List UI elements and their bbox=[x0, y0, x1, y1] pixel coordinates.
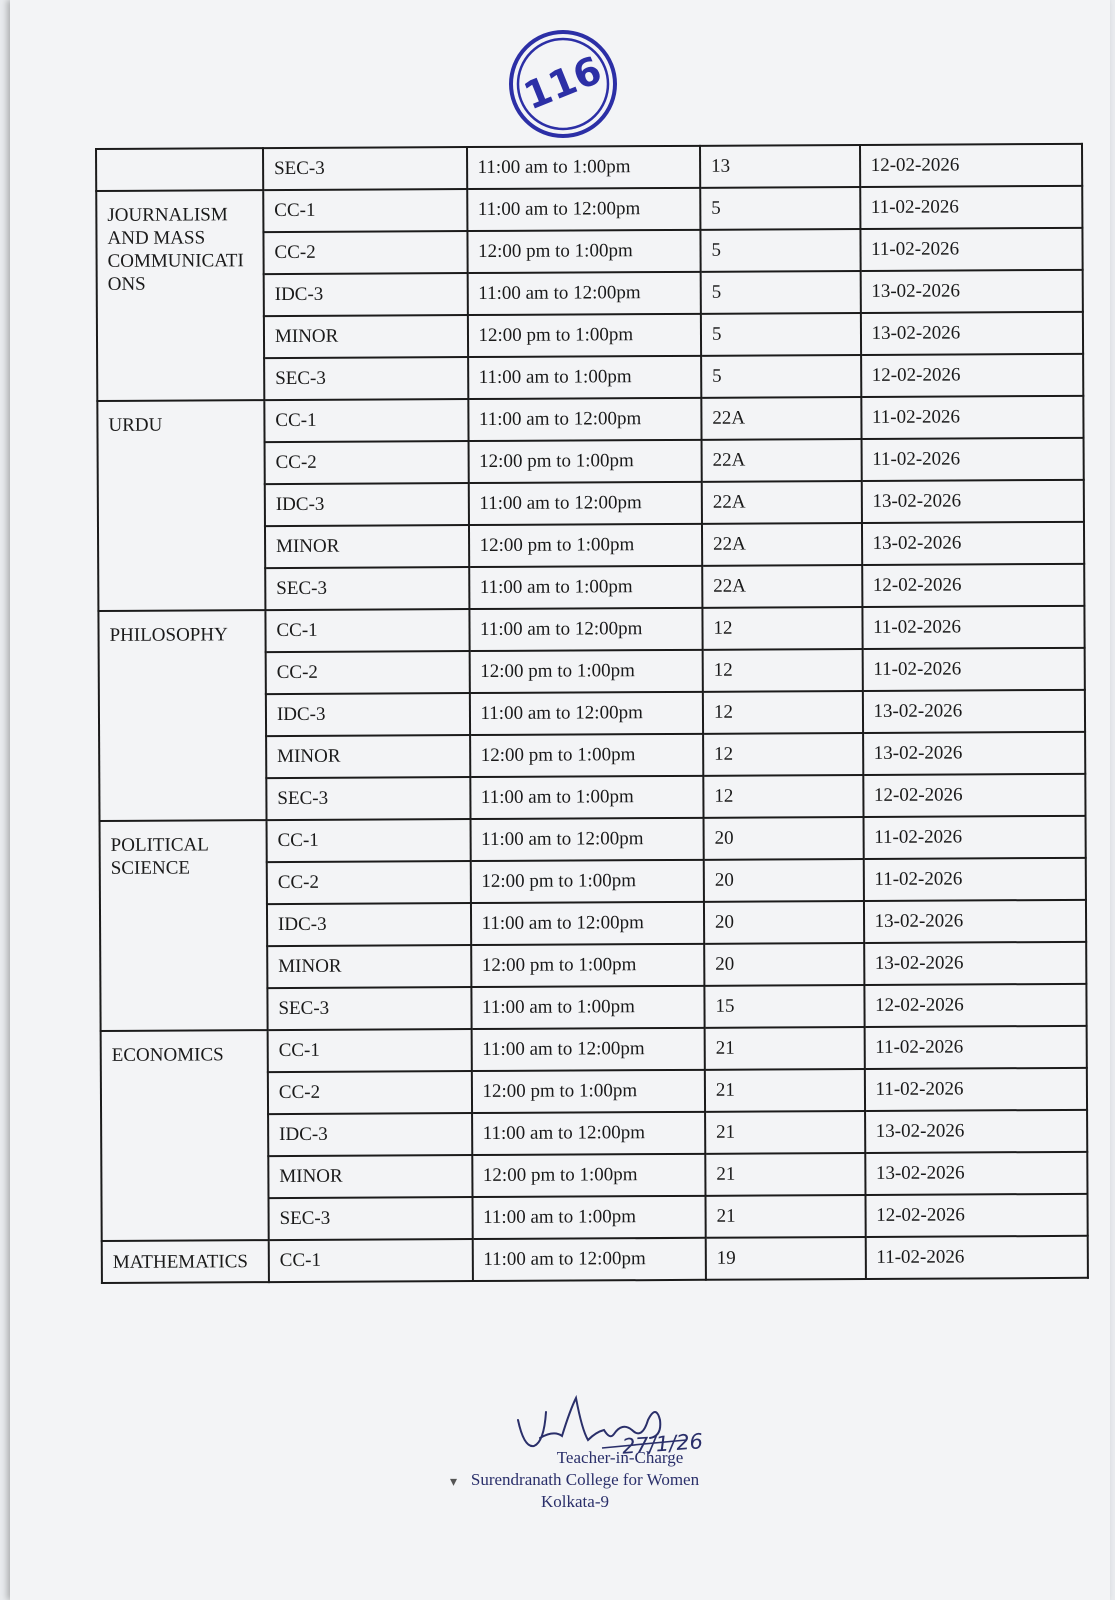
date-cell: 13-02-2026 bbox=[863, 732, 1086, 775]
date-cell: 13-02-2026 bbox=[865, 1152, 1088, 1195]
room-cell: 12 bbox=[702, 607, 862, 650]
institution-location: Kolkata-9 bbox=[541, 1492, 609, 1511]
paper-cell: CC-2 bbox=[268, 1071, 472, 1114]
ink-mark: ▾ bbox=[450, 1475, 458, 1490]
time-cell: 11:00 am to 1:00pm bbox=[469, 566, 703, 609]
time-cell: 11:00 am to 12:00pm bbox=[472, 1238, 706, 1281]
room-cell: 19 bbox=[706, 1237, 866, 1280]
date-cell: 13-02-2026 bbox=[864, 942, 1087, 985]
room-cell: 20 bbox=[704, 901, 864, 944]
date-cell: 11-02-2026 bbox=[863, 858, 1086, 901]
date-cell: 13-02-2026 bbox=[860, 312, 1083, 355]
stamp-number: 116 bbox=[517, 47, 608, 119]
date-cell: 12-02-2026 bbox=[861, 354, 1084, 397]
paper-cell: MINOR bbox=[267, 945, 471, 988]
room-cell: 12 bbox=[703, 733, 863, 776]
room-cell: 22A bbox=[702, 523, 862, 566]
date-cell: 13-02-2026 bbox=[865, 1110, 1088, 1153]
paper-cell: CC-2 bbox=[266, 651, 470, 694]
institution-name: Surendranath College for Women bbox=[470, 1470, 700, 1489]
time-cell: 11:00 am to 12:00pm bbox=[467, 188, 701, 231]
paper-cell: IDC-3 bbox=[265, 483, 469, 526]
department-cell bbox=[96, 148, 263, 191]
paper-cell: CC-2 bbox=[267, 861, 471, 904]
table-row bbox=[101, 1026, 1087, 1073]
date-cell: 13-02-2026 bbox=[862, 690, 1085, 733]
department-cell: URDU bbox=[97, 400, 265, 611]
exam-schedule-table bbox=[95, 143, 1089, 1284]
paper-cell: IDC-3 bbox=[264, 273, 468, 316]
time-cell: 11:00 am to 1:00pm bbox=[468, 356, 702, 399]
paper-cell: CC-1 bbox=[269, 1239, 473, 1282]
table-row bbox=[102, 1236, 1088, 1283]
time-cell: 11:00 am to 12:00pm bbox=[470, 818, 704, 861]
date-cell: 11-02-2026 bbox=[864, 1068, 1087, 1111]
room-cell: 5 bbox=[701, 313, 861, 356]
date-cell: 11-02-2026 bbox=[863, 816, 1086, 859]
paper-cell: SEC-3 bbox=[265, 567, 469, 610]
time-cell: 12:00 pm to 1:00pm bbox=[468, 524, 702, 567]
signature-block bbox=[450, 1390, 770, 1520]
date-cell: 11-02-2026 bbox=[861, 438, 1084, 481]
room-cell: 22A bbox=[702, 565, 862, 608]
date-cell: 11-02-2026 bbox=[860, 228, 1083, 271]
document-page bbox=[10, 0, 1110, 1600]
paper-cell: IDC-3 bbox=[266, 693, 470, 736]
paper-cell: CC-1 bbox=[264, 399, 468, 442]
room-cell: 12 bbox=[703, 691, 863, 734]
room-cell: 13 bbox=[700, 145, 860, 188]
paper-cell: SEC-3 bbox=[266, 777, 470, 820]
room-cell: 21 bbox=[705, 1153, 865, 1196]
time-cell: 12:00 pm to 1:00pm bbox=[470, 860, 704, 903]
time-cell: 12:00 pm to 1:00pm bbox=[471, 944, 705, 987]
room-cell: 21 bbox=[705, 1069, 865, 1112]
paper-cell: MINOR bbox=[264, 315, 468, 358]
table-row bbox=[100, 816, 1086, 863]
paper-cell: CC-2 bbox=[263, 231, 467, 274]
time-cell: 11:00 am to 1:00pm bbox=[467, 146, 701, 189]
room-cell: 20 bbox=[704, 859, 864, 902]
time-cell: 12:00 pm to 1:00pm bbox=[471, 1070, 705, 1113]
time-cell: 11:00 am to 12:00pm bbox=[467, 272, 701, 315]
date-cell: 11-02-2026 bbox=[864, 1026, 1087, 1069]
room-cell: 5 bbox=[700, 187, 860, 230]
date-cell: 12-02-2026 bbox=[862, 564, 1085, 607]
room-cell: 12 bbox=[703, 775, 863, 818]
department-cell: JOURNALISM AND MASS COMMUNICATI ONS bbox=[96, 190, 264, 401]
room-cell: 21 bbox=[705, 1195, 865, 1238]
department-cell: ECONOMICS bbox=[101, 1030, 269, 1241]
room-cell: 21 bbox=[705, 1027, 865, 1070]
paper-cell: CC-1 bbox=[268, 1029, 472, 1072]
paper-cell: IDC-3 bbox=[268, 1113, 472, 1156]
schedule-body bbox=[96, 144, 1088, 1283]
date-cell: 11-02-2026 bbox=[862, 606, 1085, 649]
date-cell: 13-02-2026 bbox=[860, 270, 1083, 313]
paper-cell: SEC-3 bbox=[268, 1197, 472, 1240]
room-cell: 15 bbox=[704, 985, 864, 1028]
paper-cell: SEC-3 bbox=[263, 147, 467, 190]
paper-cell: MINOR bbox=[265, 525, 469, 568]
room-cell: 22A bbox=[701, 439, 861, 482]
time-cell: 11:00 am to 1:00pm bbox=[470, 776, 704, 819]
date-cell: 11-02-2026 bbox=[860, 186, 1083, 229]
room-cell: 20 bbox=[704, 943, 864, 986]
room-cell: 12 bbox=[703, 649, 863, 692]
time-cell: 11:00 am to 12:00pm bbox=[470, 902, 704, 945]
time-cell: 11:00 am to 12:00pm bbox=[469, 608, 703, 651]
signature-date: 27/1/26 bbox=[621, 1429, 704, 1459]
date-cell: 11-02-2026 bbox=[861, 396, 1084, 439]
time-cell: 11:00 am to 12:00pm bbox=[472, 1112, 706, 1155]
table-row bbox=[98, 606, 1084, 653]
time-cell: 11:00 am to 12:00pm bbox=[468, 398, 702, 441]
room-cell: 22A bbox=[701, 397, 861, 440]
room-cell: 22A bbox=[702, 481, 862, 524]
time-cell: 12:00 pm to 1:00pm bbox=[472, 1154, 706, 1197]
room-cell: 5 bbox=[701, 271, 861, 314]
department-cell: POLITICAL SCIENCE bbox=[100, 820, 268, 1031]
time-cell: 12:00 pm to 1:00pm bbox=[467, 230, 701, 273]
time-cell: 11:00 am to 12:00pm bbox=[469, 692, 703, 735]
date-cell: 13-02-2026 bbox=[864, 900, 1087, 943]
table-row bbox=[96, 186, 1082, 233]
room-cell: 21 bbox=[705, 1111, 865, 1154]
date-cell: 11-02-2026 bbox=[865, 1236, 1088, 1279]
date-cell: 11-02-2026 bbox=[862, 648, 1085, 691]
date-cell: 12-02-2026 bbox=[864, 984, 1087, 1027]
time-cell: 11:00 am to 1:00pm bbox=[471, 986, 705, 1029]
paper-cell: IDC-3 bbox=[267, 903, 471, 946]
date-cell: 12-02-2026 bbox=[860, 144, 1083, 187]
room-cell: 5 bbox=[701, 355, 861, 398]
paper-cell: CC-2 bbox=[264, 441, 468, 484]
time-cell: 11:00 am to 12:00pm bbox=[468, 482, 702, 525]
paper-cell: SEC-3 bbox=[267, 987, 471, 1030]
department-cell: PHILOSOPHY bbox=[98, 610, 266, 821]
paper-cell: CC-1 bbox=[263, 189, 467, 232]
paper-cell: MINOR bbox=[268, 1155, 472, 1198]
date-cell: 12-02-2026 bbox=[863, 774, 1086, 817]
table-row bbox=[97, 396, 1083, 443]
department-cell: MATHEMATICS bbox=[102, 1240, 269, 1283]
time-cell: 12:00 pm to 1:00pm bbox=[467, 314, 701, 357]
time-cell: 12:00 pm to 1:00pm bbox=[469, 650, 703, 693]
time-cell: 11:00 am to 12:00pm bbox=[471, 1028, 705, 1071]
page-number-stamp bbox=[507, 28, 619, 140]
date-cell: 12-02-2026 bbox=[865, 1194, 1088, 1237]
room-cell: 5 bbox=[700, 229, 860, 272]
time-cell: 11:00 am to 1:00pm bbox=[472, 1196, 706, 1239]
time-cell: 12:00 pm to 1:00pm bbox=[468, 440, 702, 483]
paper-cell: MINOR bbox=[266, 735, 470, 778]
paper-cell: CC-1 bbox=[266, 819, 470, 862]
date-cell: 13-02-2026 bbox=[861, 480, 1084, 523]
date-cell: 13-02-2026 bbox=[862, 522, 1085, 565]
paper-cell: SEC-3 bbox=[264, 357, 468, 400]
signatory-designation: Teacher-in-Charge bbox=[556, 1448, 684, 1467]
time-cell: 12:00 pm to 1:00pm bbox=[470, 734, 704, 777]
paper-cell: CC-1 bbox=[265, 609, 469, 652]
table-row bbox=[96, 144, 1082, 191]
room-cell: 20 bbox=[703, 817, 863, 860]
